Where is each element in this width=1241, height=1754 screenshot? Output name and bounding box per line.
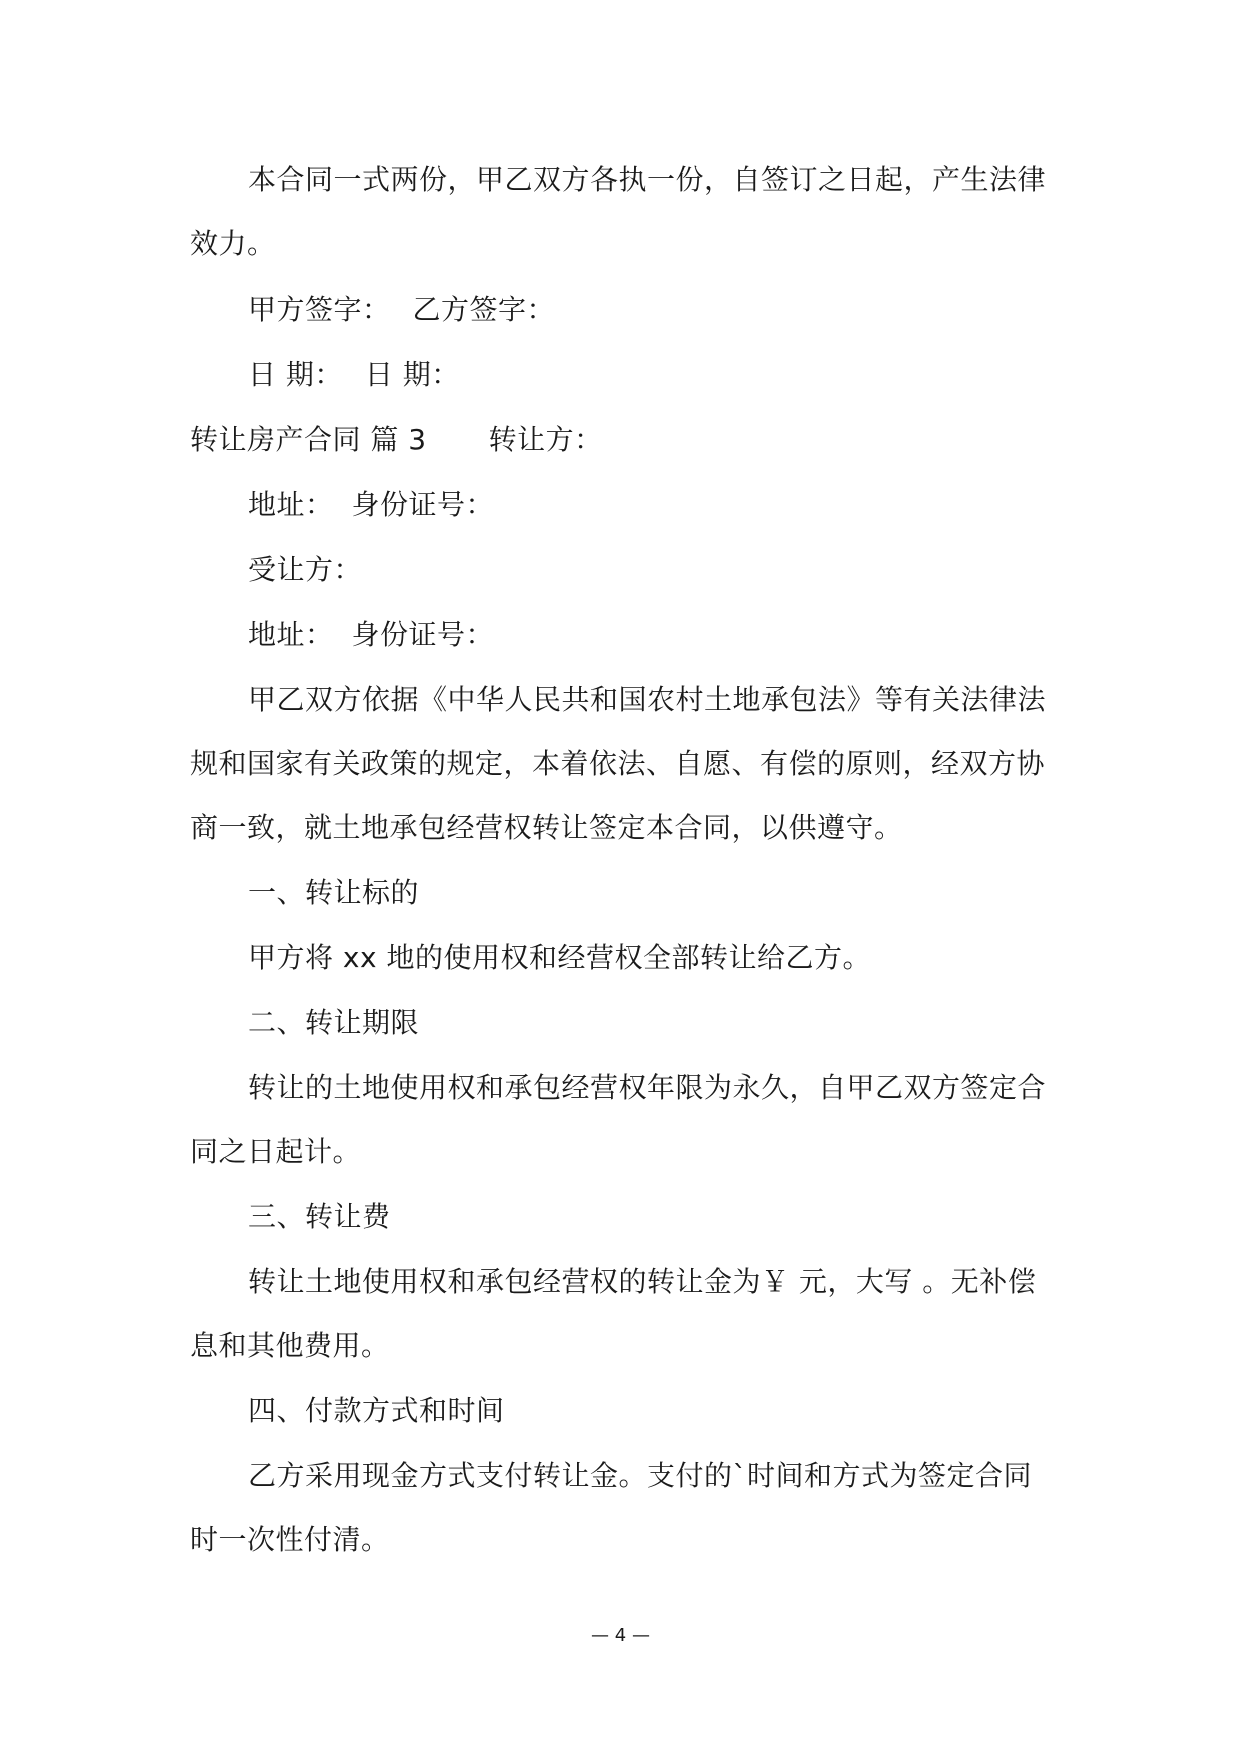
- section-heading-line: [190, 420, 603, 460]
- address-label: 地址：: [248, 488, 334, 521]
- paragraph-line: 息和其他费用。: [190, 1329, 390, 1362]
- party-b-signature-label: 乙方签字：: [412, 293, 556, 326]
- id-number-label: 身份证号：: [351, 488, 495, 521]
- contract-title: 转让房产合同 篇 3: [190, 423, 427, 456]
- page-number: — 4 —: [591, 1625, 650, 1646]
- paragraph-line: 商一致，就土地承包经营权转让签定本合同，以供遵守。: [190, 811, 903, 844]
- party-b-date-label: 日 期：: [364, 358, 460, 391]
- paragraph-line: 甲方将 xx 地的使用权和经营权全部转让给乙方。: [248, 941, 871, 974]
- transferee-label: 受让方：: [248, 553, 363, 586]
- paragraph-line: 甲乙双方依据《中华人民共和国农村土地承包法》等有关法律法: [248, 683, 1047, 716]
- paragraph-line: 本合同一式两份，甲乙双方各执一份，自签订之日起，产生法律: [248, 163, 1047, 196]
- paragraph-line: 乙方采用现金方式支付转让金。支付的`时间和方式为签定合同: [248, 1459, 1033, 1492]
- address-line: [248, 615, 494, 655]
- paragraph-line: 规和国家有关政策的规定，本着依法、自愿、有偿的原则，经双方协: [190, 747, 1046, 780]
- address-line: [248, 485, 494, 525]
- paragraph-line: 转让的土地使用权和承包经营权年限为永久，自甲乙双方签定合: [248, 1071, 1047, 1104]
- party-a-date-label: 日 期：: [248, 358, 343, 391]
- paragraph-line: 时一次性付清。: [190, 1523, 390, 1556]
- section-heading: 一、转让标的: [248, 876, 420, 909]
- paragraph-line: 同之日起计。: [190, 1135, 362, 1168]
- section-heading: 四、付款方式和时间: [248, 1394, 505, 1427]
- date-line: [248, 355, 460, 395]
- id-number-label: 身份证号：: [351, 618, 495, 651]
- party-a-signature-label: 甲方签字：: [248, 293, 391, 326]
- paragraph-line: 效力。: [190, 227, 276, 260]
- section-heading: 二、转让期限: [248, 1006, 420, 1039]
- transferor-label: 转让方：: [488, 423, 603, 456]
- section-heading: 三、转让费: [248, 1200, 391, 1233]
- paragraph-line: 转让土地使用权和承包经营权的转让金为￥ 元，大写 。无补偿: [248, 1265, 1037, 1298]
- address-label: 地址：: [248, 618, 334, 651]
- signature-line: [248, 290, 555, 330]
